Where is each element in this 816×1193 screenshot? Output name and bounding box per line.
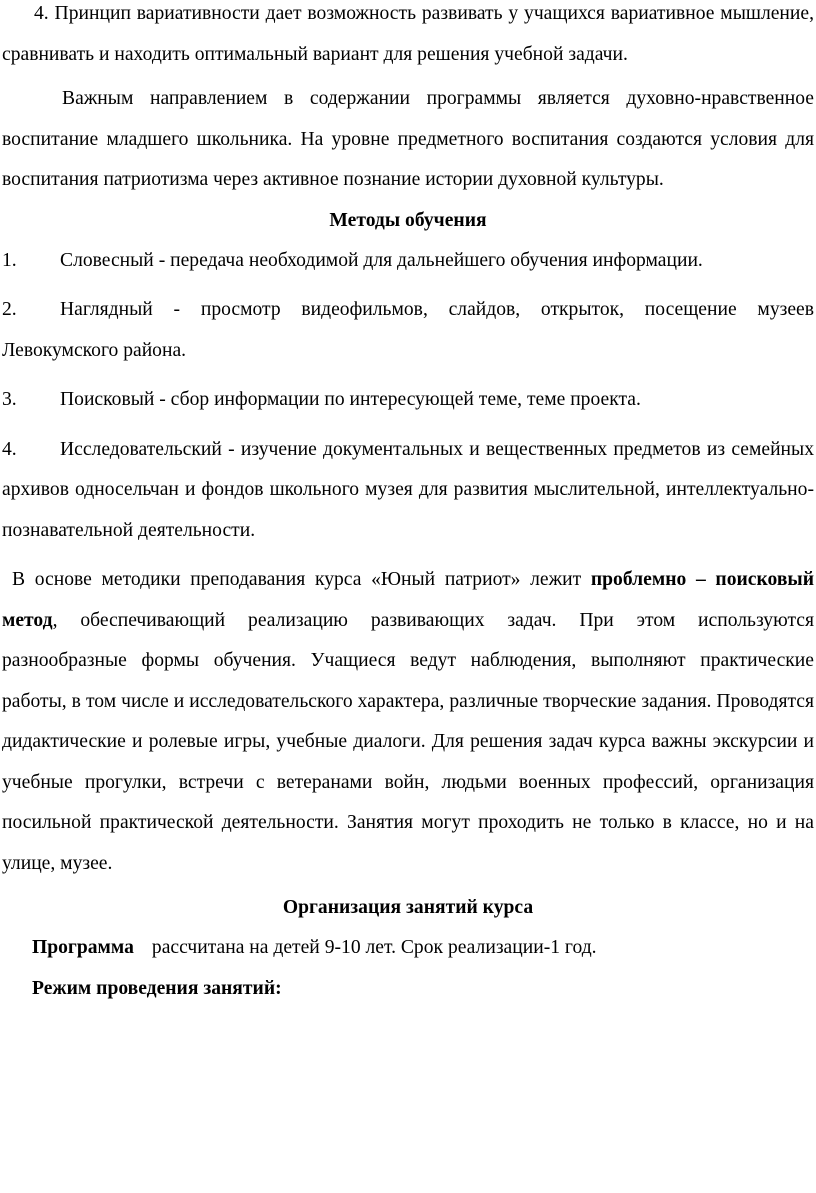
list-item-text: Словесный - передача необходимой для дальнейшего обучения информации. <box>60 249 703 271</box>
organization-heading: Организация занятий курса <box>282 897 534 918</box>
list-item <box>2 380 814 421</box>
paragraph-principle-4: 4. Принцип вариативности дает возможность развивать у учащихся вариативное мышление, сравнивать и находить оптимальный вариант для решения учебной задачи. <box>2 3 814 65</box>
basis-intro: В основе методики преподавания курса «Юный патриот» лежит <box>12 569 591 590</box>
basis-rest: , обеспечивающий реализацию развивающих задач. При этом используются разнообразные формы обучения. Учащиеся ведут наблюдения, выполняют практические работы, в том числе и исследовательского характера, различные творческие задания. Проводятся дидактические и ролевые игры, учебные диалоги. Для решения задач курса важны экскурсии и учебные прогулки, встречи с ветеранами войн, людьми военных профессий, организация посильной практической деятельности. Занятия могут проходить не только в классе, но и на улице, музее. <box>2 609 814 874</box>
methods-list <box>2 241 814 552</box>
list-item-number: 3. <box>2 389 17 410</box>
list-item-text: Исследовательский - изучение документальных и вещественных предметов из семейных архивов односельчан и фондов школьного музея для развития мыслительной, интеллектуально-познавательной деятельности. <box>2 438 814 541</box>
program-line <box>2 928 814 969</box>
basis-bold-method: проблемно – поисковый метод <box>2 569 814 631</box>
methods-heading: Методы обучения <box>329 209 487 231</box>
mode-label: Режим проведения занятий: <box>32 977 282 999</box>
list-item <box>2 290 814 371</box>
list-item-text: Наглядный - просмотр видеофильмов, слайдов, открыток, посещение музеев Левокумского района. <box>2 299 814 361</box>
mode-line <box>2 969 814 1010</box>
list-item <box>2 241 814 282</box>
list-item-number: 1. <box>2 249 17 271</box>
paragraph-spiritual-direction: Важным направлением в содержании программы является духовно-нравственное воспитание младшего школьника. На уровне предметного воспитания создаются условия для воспитания патриотизма через активное познание истории духовной культуры. <box>2 88 814 190</box>
program-text: рассчитана на детей 9-10 лет. Срок реализации-1 год. <box>151 937 597 958</box>
list-item-number: 4. <box>2 438 17 460</box>
paragraph-method-basis <box>2 560 814 884</box>
program-label: Программа <box>32 937 134 958</box>
list-item <box>2 430 814 552</box>
list-item-number: 2. <box>2 299 17 320</box>
list-item-text: Поисковый - сбор информации по интересующей теме, теме проекта. <box>60 389 641 410</box>
